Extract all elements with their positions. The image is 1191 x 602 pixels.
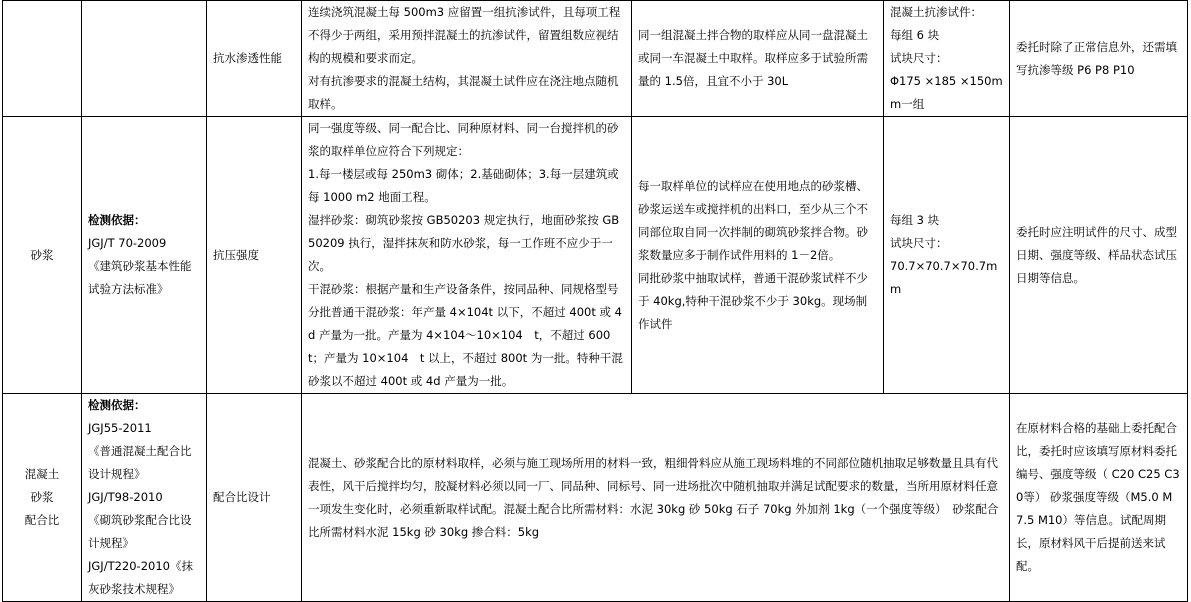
rule-paragraph: 连续浇筑混凝土每 500m3 应留置一组抗渗试件，且每项工程不得少于两组，采用预拌混凝土的抗渗试件，留置组数应视结构的规模和要求而定。 [308,5,621,65]
basis-label: 检测依据： [88,398,146,412]
basis-standard: 《普通混凝土配合比设计规程》 [88,444,192,481]
rule-paragraph: 对有抗渗要求的混凝土结构，其混凝土试件应在浇注地点随机取样。 [308,74,619,111]
basis-standard: 《建筑砂浆基本性能试验方法标准》 [88,259,192,296]
specimen-line: 试块尺寸： [890,236,948,250]
notes-cell [1010,394,1188,602]
specimen-line: 混凝土抗渗试件： [890,5,982,19]
table-row [3,117,1188,394]
specimen-line: Φ175 ×185 ×150mm一组 [890,74,1003,111]
sampling-paragraph: 同一组混凝土拌合物的取样应从同一盘混凝土或同一车混凝土中取样。取样应多于试验所需量的 1.5倍，且宜不小于 30L [638,28,868,88]
note-paragraph: 委托时应注明试件的尺寸、成型日期、强度等级、样品状态试压日期等信息。 [1016,224,1177,285]
sampling-method-cell [632,1,884,117]
notes-cell [1010,1,1188,117]
notes-cell [1010,117,1188,394]
sampling-paragraph: 每一取样单位的试样应在使用地点的砂浆槽、砂浆运送车或搅拌机的出料口，至少从三个不同部位取自同一次拌制的砌筑砂浆拌合物。砂浆数量应多于制作试件用料的 1－2倍。 [638,178,868,262]
category-cell: 砂浆 [3,117,82,394]
basis-standard: 《砌筑砂浆配合比设计规程》 [88,513,192,550]
test-item-cell: 抗水渗透性能 [207,1,302,117]
sampling-method-cell [632,117,884,394]
category-line: 配合比 [24,513,60,527]
basis-label: 检测依据： [88,213,146,227]
table-row [3,394,1188,602]
sampling-rules-cell [302,1,632,117]
specimen-line: 每组 6 块 [890,28,940,42]
note-paragraph: 委托时除了正常信息外，还需填写抗渗等级 P6 P8 P10 [1016,39,1177,77]
test-item-cell: 配合比设计 [207,394,302,602]
basis-standard: JGJ/T98-2010 [88,490,163,504]
specimen-line: 70.7×70.7×70.7mm [890,259,998,296]
specimen-cell [884,117,1010,394]
basis-cell [82,394,207,602]
specimen-cell [884,1,1010,117]
note-paragraph: 在原材料合格的基础上委托配合比，委托时应该填写原材料委托编号、强度等级（ C20 C25 C30等） 砂浆强度等级（M5.0 M7.5 M10）等信息。试配周期长，原材料风干后提前送来试配。 [1016,421,1180,573]
table-row [3,1,1188,117]
rule-paragraph: 1.每一楼层或每 250m3 砌体；2.基础砌体；3.每一层建筑或每 1000 m2 地面工程。 [308,167,619,204]
rule-paragraph: 同一强度等级、同一配合比、同种原材料、同一台搅拌机的砂浆的取样单位应符合下列规定： [308,121,619,158]
category-cell [3,1,82,117]
test-item-cell: 抗压强度 [207,117,302,394]
basis-standard: JGJ/T220-2010《抹灰砂浆技术规程》 [88,559,193,596]
rule-paragraph: 湿拌砂浆：砌筑砂浆按 GB50203 规定执行，地面砂浆按 GB50209 执行，湿拌抹灰和防水砂浆，每一工作班不应少于一次。 [308,213,620,273]
basis-standard: JGJ/T 70-2009 [88,236,167,250]
sampling-paragraph: 同批砂浆中抽取试样，普通干混砂浆试样不少于 40kg,特种干混砂浆不少于 30kg。现场制作试件 [638,270,868,331]
basis-cell [82,117,207,394]
specimen-line: 试块尺寸： [890,51,948,65]
basis-cell [82,1,207,117]
specimen-line: 每组 3 块 [890,213,940,227]
category-cell [3,394,82,602]
mix-design-requirements-cell: 混凝土、砂浆配合比的原材料取样，必须与施工现场所用的材料一致，粗细骨料应从施工现场料堆的不同部位随机抽取足够数量且具有代表性，风干后搅拌均匀，胶凝材料必须以同一厂、同品种、同标号、同一进场批次中随机抽取并满足试配要求的数量，当所用原材料任意一项发生变化时，必须重新取样试配。混凝土配合比所需材料：水泥 30kg 砂 50kg 石子 70kg 外加剂 1kg（一个强度等级） 砂浆配合比所需材料水泥 15kg 砂 30kg 掺合料：5kg [302,394,1010,602]
basis-standard: JGJ55-2011 [88,421,152,435]
category-line: 砂浆 [30,490,54,504]
category-line: 混凝土 [24,467,60,481]
rule-paragraph: 干混砂浆：根据产量和生产设备条件，按同品种、同规格型号分批普通干混砂浆：年产量 4×104t 以下，不超过 400t 或 4d 产量为一批。产量为 4×104～10×104 t，不超过 600t；产量为 10×104 t 以上，不超过 800t 为一批。特种干混砂浆以不超过 400t 或 4d 产量为一批。 [308,282,623,388]
specification-table [2,0,1188,602]
sampling-rules-cell [302,117,632,394]
